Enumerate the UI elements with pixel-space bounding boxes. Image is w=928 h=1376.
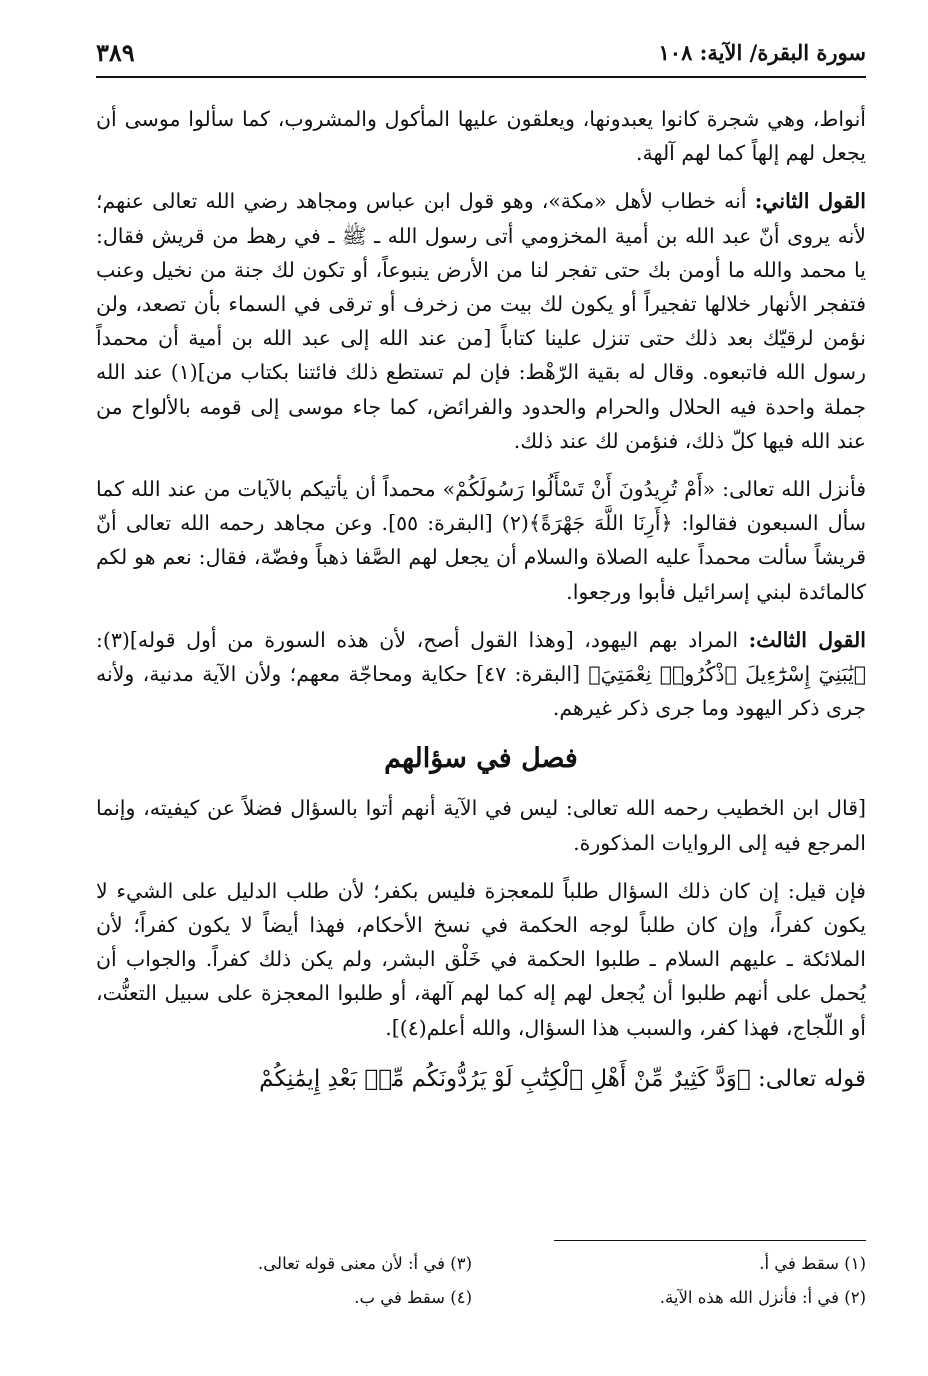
footnote: (٣) في أ: لأن معنى قوله تعالى. — [258, 1254, 472, 1273]
paragraph-label: القول الثاني: — [754, 189, 867, 214]
footnote: (٢) في أ: فأنزل الله هذه الآية. — [659, 1288, 866, 1307]
footnote: (١) سقط في أ. — [759, 1254, 866, 1273]
paragraph-text: المراد بهم اليهود، [وهذا القول أصح، لأن هذه السورة من أول قوله](٣): ﴿يَٰبَنِيٓ إِسْرَٰٓءِيلَ ٱذْكُرُوا۟ نِعْمَتِيَ﴾ [البقرة: ٤٧] حكاية ومحاجّة معهم؛ ولأن الآية مدنية، ولأنه جرى ذكر اليهود وما جرى ذكر غيرهم. — [96, 627, 866, 721]
paragraph — [96, 791, 866, 859]
footnote: (٤) سقط في ب. — [354, 1288, 472, 1307]
footnote-divider — [554, 1240, 866, 1241]
paragraph-text: فإن قيل: إن كان ذلك السؤال طلباً للمعجزة فليس بكفر؛ لأن طلب الدليل على الشيء لا يكون كفراً، وإن كان طلباً لوجه الحكمة في نسخ الأحكام، فهذا أيضاً لا يكون كفراً؛ لأن الملائكة ـ عليهم السلام ـ طلبوا الحكمة في خَلْق البشر، ولم يكن ذلك كفراً. والجواب أن يُحمل على أنهم طلبوا أن يُجعل لهم إله كما لهم آلهة، أو طلبوا المعجزة على سبيل التعنُّت، أو اللّجاج، فهذا كفر، والسبب هذا السؤال، والله أعلم(٤)]. — [96, 878, 866, 1040]
paragraph-text: أنواط، وهي شجرة كانوا يعبدونها، ويعلقون عليها المأكول والمشروب، كما سألوا موسى أن يجعل لهم إلهاً كما لهم آلهة. — [96, 107, 866, 166]
running-title: سورة البقرة/ الآية: ١٠٨ — [658, 40, 866, 65]
paragraph-label: القول الثالث: — [748, 627, 866, 652]
paragraph — [96, 184, 866, 458]
paragraph-text: فأنزل الله تعالى: «أَمْ تُرِيدُونَ أَنْ تَسْأَلُوا رَسُولَكُمْ» محمداً أن يأتيكم بالآيات من عند الله كما سأل السبعون فقالوا: ﴿أَرِنَا اللَّهَ جَهْرَةً﴾(٢) [البقرة: ٥٥]. وعن مجاهد رحمه الله تعالى أنّ قريشاً سألت محمداً عليه الصلاة والسلام أن يجعل لهم الصَّفا ذهباً وفضّة، فقال: نعم هو لكم كالمائدة لبني إسرائيل فأبوا ورجعوا. — [96, 477, 867, 604]
main-text — [96, 102, 866, 1099]
quran-verse-line: قوله تعالى: ﴿وَدَّ كَثِيرٌ مِّنْ أَهْلِ ٱلْكِتَٰبِ لَوْ يَرُدُّونَكُم مِّنۢ بَعْدِ إِيمَٰنِكُمْ — [259, 1065, 866, 1092]
page-header — [96, 36, 866, 78]
paragraph-text: [قال ابن الخطيب رحمه الله تعالى: ليس في الآية أنهم أتوا بالسؤال فضلاً عن كيفيته، وإنما المرجع فيه إلى الروايات المذكورة. — [96, 796, 866, 855]
paragraph — [96, 472, 866, 609]
book-page — [96, 36, 866, 1346]
paragraph-text: أنه خطاب لأهل «مكة»، وهو قول ابن عباس ومجاهد رضي الله تعالى عنهم؛ لأنه يروى أنّ عبد الله بن أمية المخزومي أتى رسول الله ـ ﷺ ـ في رهط من قريش فقال: يا محمد والله ما أومن بك حتى تفجر لنا من الأرض ينبوعاً، أو تكون لك جنة من نخيل وعنب فتفجر الأنهار خلالها تفجيراً أو يكون لك بيت من زخرف أو ترقى في السماء بأن تصعد، ولن نؤمن لرقيّك بعد ذلك حتى تنزل علينا كتاباً [من عند الله إلى عبد الله بن أمية أن محمداً رسول الله فاتبعوه. وقال له بقية الرّهْط: فإن لم تستطع ذلك فائتنا بكتاب من](١) عند الله جملة واحدة فيه الحلال والحرام والحدود والفرائض، كما جاء موسى إلى قومه بالألواح من عند الله فيها كلّ ذلك، فنؤمن لك عند ذلك. — [96, 189, 866, 453]
page-number: ٣٨٩ — [96, 38, 135, 67]
paragraph — [96, 623, 866, 726]
paragraph — [96, 102, 866, 170]
paragraph — [96, 874, 866, 1045]
section-heading: فصل في سؤالهم — [384, 743, 578, 775]
